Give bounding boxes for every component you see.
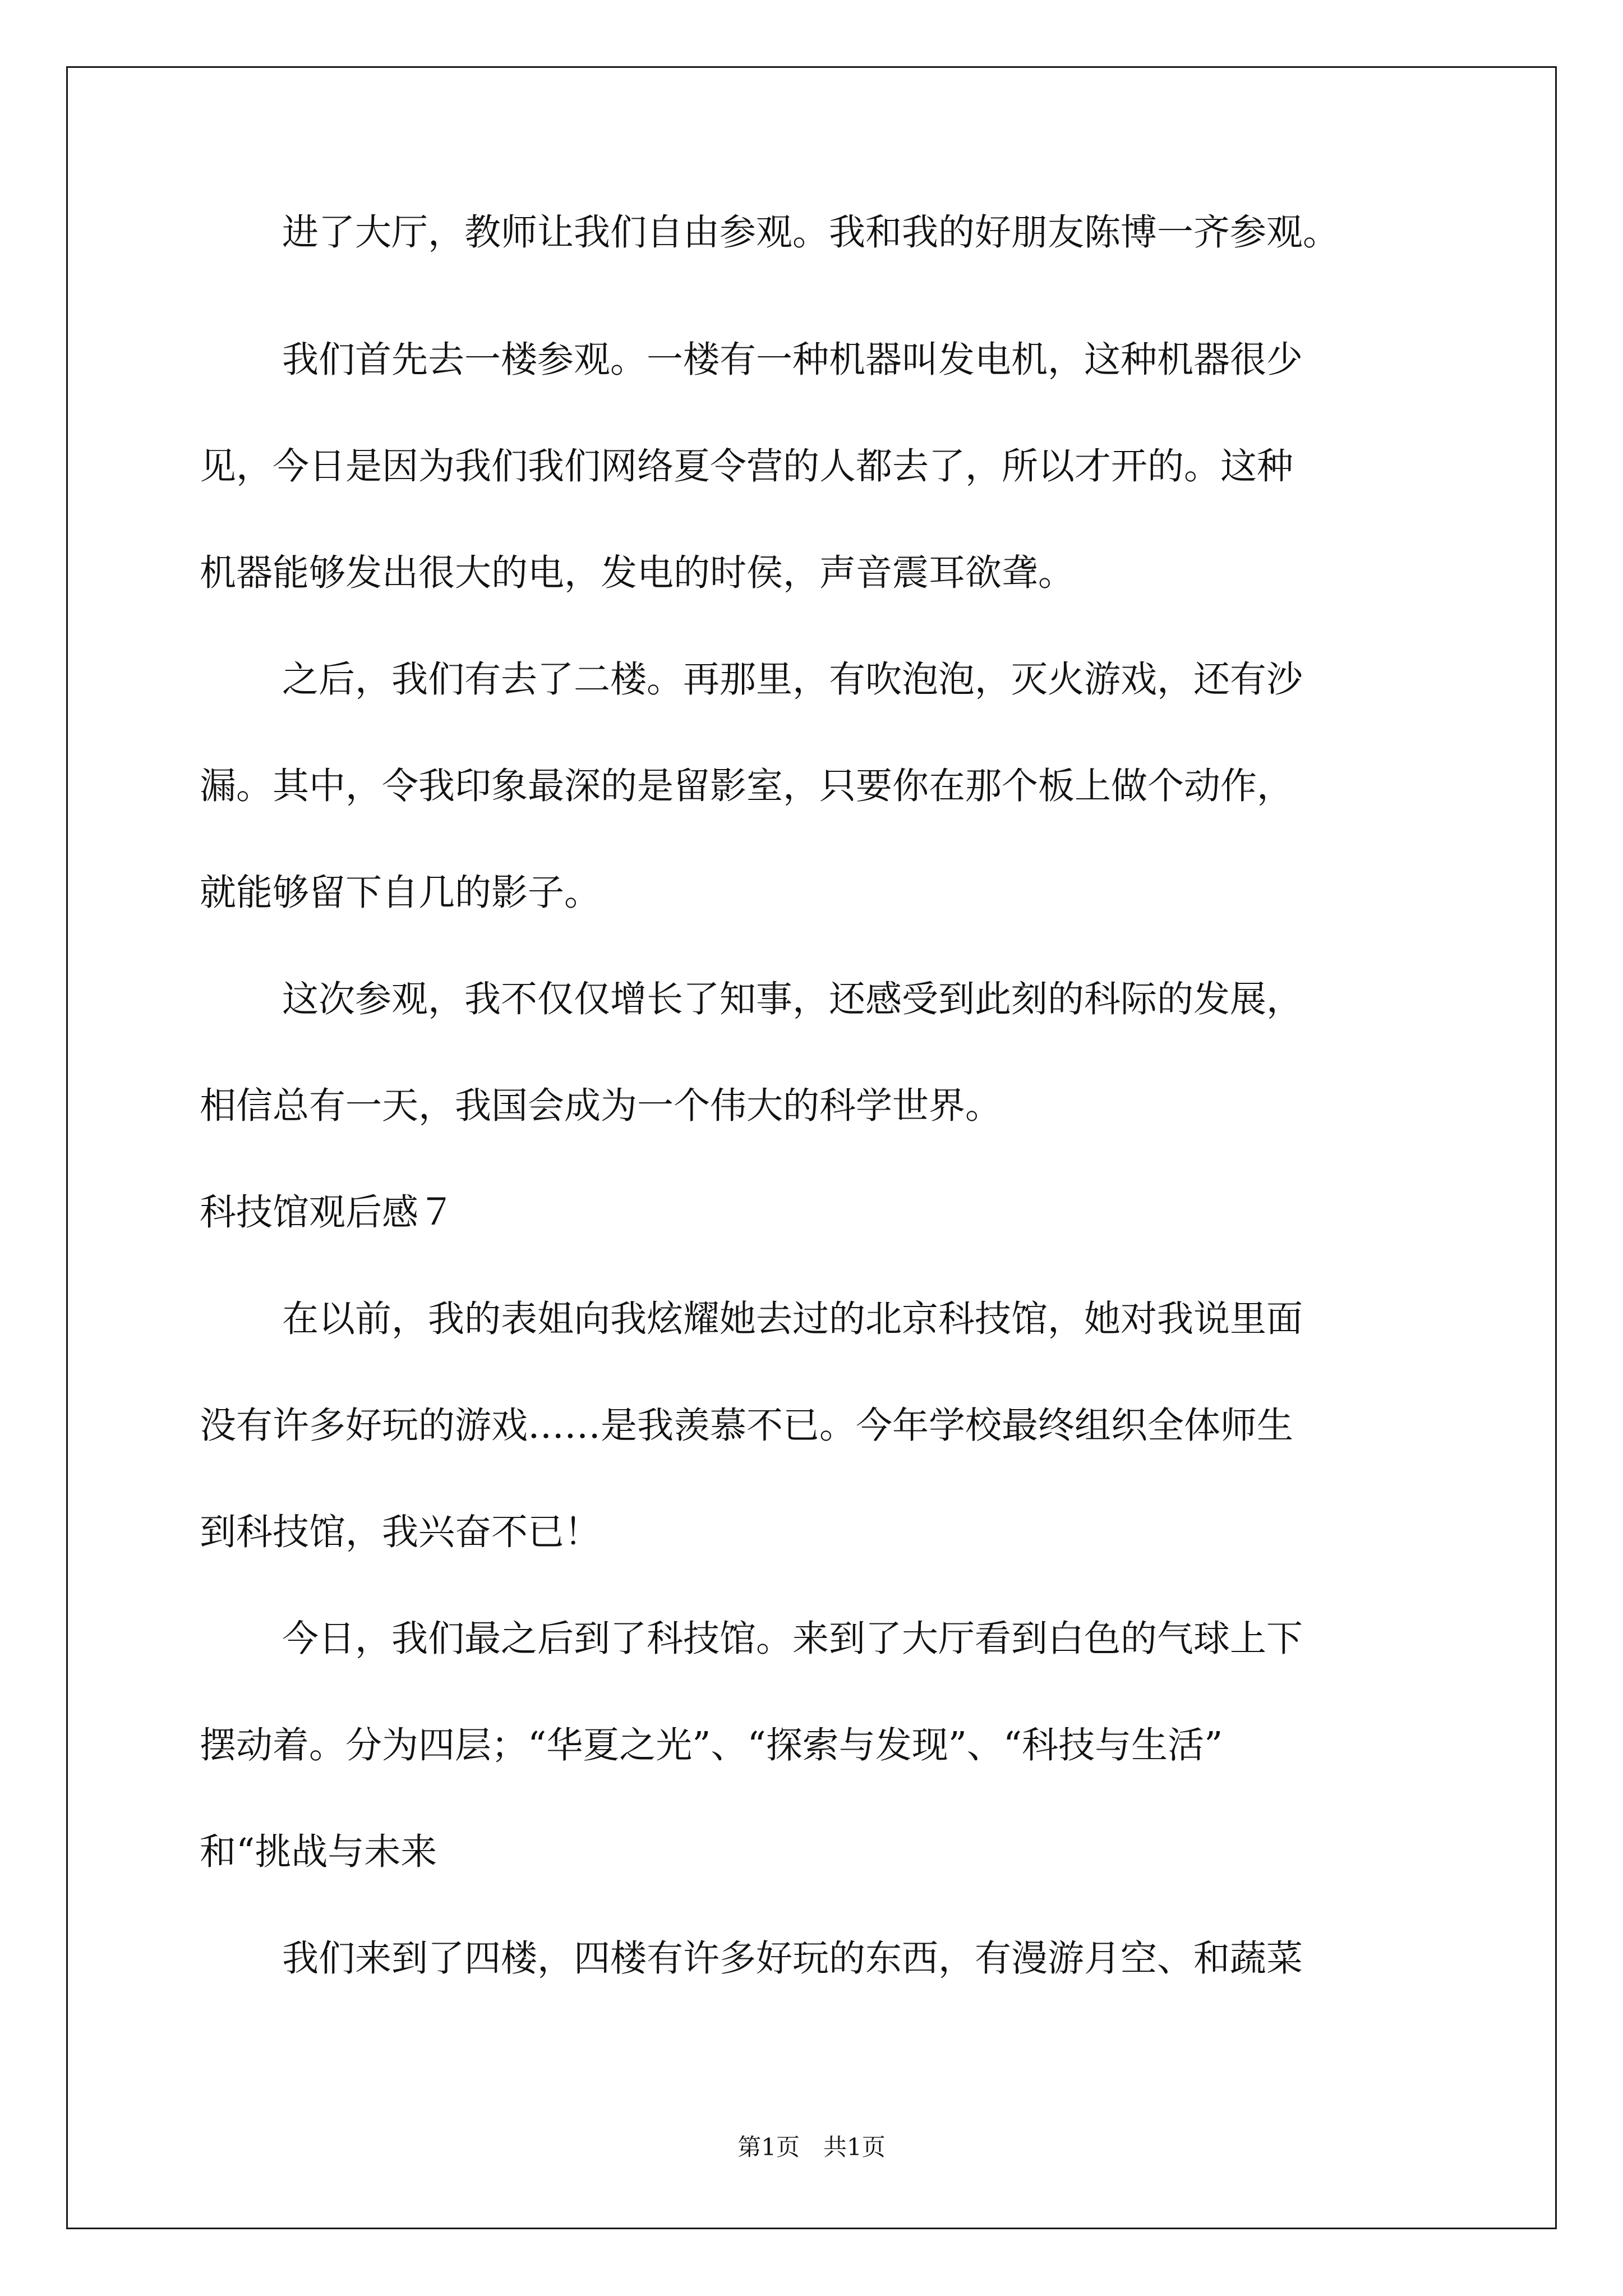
- paragraph-line: 摆动着。分为四层；“华夏之光”、“探索与发现”、“科技与生活”: [200, 1724, 1223, 1766]
- paragraph-line: 就能够留下自几的影子。: [200, 872, 601, 914]
- section-heading: 科技馆观后感７: [200, 1191, 455, 1234]
- paragraph-line: 这次参观，我不仅仅增长了知事，还感受到此刻的科际的发展，: [282, 978, 1303, 1020]
- paragraph-line: 我们来到了四楼，四楼有许多好玩的东西，有漫游月空、和蔬菜: [282, 1938, 1303, 1980]
- paragraph-line: 到科技馆，我兴奋不已！: [200, 1511, 601, 1553]
- page-footer: 第1页 共1页: [737, 2133, 886, 2161]
- paragraph-line: 漏。其中，令我印象最深的是留影室，只要你在那个板上做个动作，: [200, 765, 1294, 807]
- paragraph-line: 和“挑战与未来: [200, 1831, 437, 1873]
- paragraph-line: 之后，我们有去了二楼。再那里，有吹泡泡，灭火游戏，还有沙: [282, 659, 1303, 701]
- paragraph-line: 见，今日是因为我们我们网络夏令营的人都去了，所以才开的。这种: [200, 445, 1294, 487]
- paragraph-line: 机器能够发出很大的电，发电的时侯，声音震耳欲聋。: [200, 552, 1075, 594]
- paragraph-line: 我们首先去一楼参观。一楼有一种机器叫发电机，这种机器很少: [282, 339, 1303, 381]
- paragraph-line: 进了大厅，教师让我们自由参观。我和我的好朋友陈博一齐参观。: [282, 211, 1340, 254]
- paragraph-line: 相信总有一天，我国会成为一个伟大的科学世界。: [200, 1085, 1002, 1127]
- paragraph-line: 今日，我们最之后到了科技馆。来到了大厅看到白色的气球上下: [282, 1618, 1303, 1660]
- page-border: [66, 66, 1557, 2229]
- paragraph-line: 在以前，我的表姐向我炫耀她去过的北京科技馆，她对我说里面: [282, 1298, 1303, 1340]
- paragraph-line: 没有许多好玩的游戏……是我羡慕不已。今年学校最终组织全体师生: [200, 1405, 1294, 1447]
